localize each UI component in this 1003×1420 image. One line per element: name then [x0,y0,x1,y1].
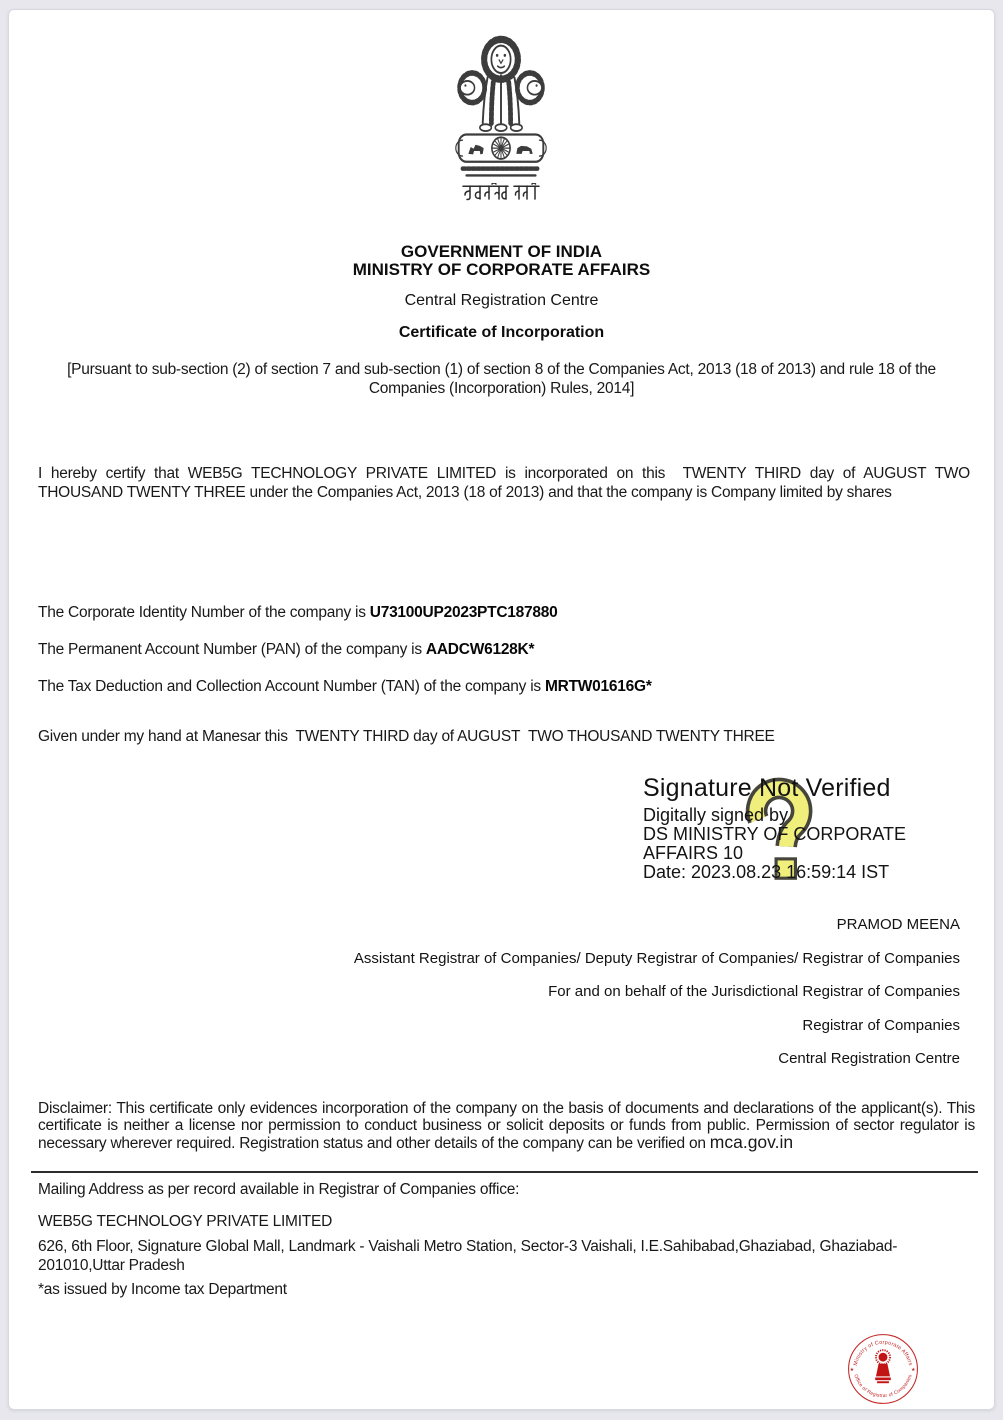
ministry-heading: MINISTRY OF CORPORATE AFFAIRS [352,260,651,279]
pan-value: AADCW6128K* [425,641,535,658]
digitally-signed-by-text: Digitally signed by [643,805,789,825]
disclaimer-body: Disclaimer: This certificate only evidences incorporation of the company on the basis of documents and declarations of the applicant(s). This certificate is neither a license nor permission to conduct business or solicit deposits or funds from public. Permission of sector regulator is necessary wherever required. Registration status and other details of the company can be verified on [38,1100,975,1153]
given-under-hand-line: Given under my hand at Manesar this TWENTY THIRD day of AUGUST TWO THOUSAND TWENTY THREE [38,728,775,745]
divider-line [31,1171,978,1173]
mailing-company-name: WEB5G TECHNOLOGY PRIVATE LIMITED [38,1213,333,1230]
mca-website-text: mca.gov.in [709,1132,794,1153]
tan-value: MRTW01616G* [544,678,652,695]
certification-statement: I hereby certify that WEB5G TECHNOLOGY PRIVATE LIMITED is incorporated on this TWENTY THIRD day of AUGUST TWO THOUSAND TWENTY THREE under the Companies Act, 2013 (18 of 2013) and that the company is Company limited by shares [38,465,970,501]
signer-name-line-2: AFFAIRS 10 [643,843,744,863]
central-registration-centre-heading: Central Registration Centre [404,292,599,309]
signature-not-verified-text: Signature Not Verified [643,774,891,802]
pan-label: The Permanent Account Number (PAN) of the company is [38,641,426,658]
national-emblem-icon [451,32,551,180]
tan-label: The Tax Deduction and Collection Account Number (TAN) of the company is [38,678,545,695]
certificate-page [8,9,995,1410]
cin-value: U73100UP2023PTC187880 [369,604,558,621]
svg-text:★: ★ [849,1368,855,1374]
certificate-title: Certificate of Incorporation [398,324,605,341]
pursuant-clause: [Pursuant to sub-section (2) of section 7 and sub-section (1) of section 8 of the Companies Act, 2013 (18 of 2013) and rule 18 of the Companies (Incorporation) Rules, 2014] [67,361,936,397]
stamp-arc-top-text: Ministry of Corporate Affairs [852,1339,914,1367]
registrar-block [260,908,960,1076]
registrar-centre: Central Registration Centre [778,1050,960,1067]
stamp-arc-bottom-text: Office of Registrar of Companies [852,1373,914,1400]
disclaimer-text [38,1100,975,1153]
pan-footnote: *as issued by Income tax Department [38,1281,287,1298]
cin-line [38,603,970,622]
tan-line [38,677,970,696]
registrar-designations: Assistant Registrar of Companies/ Deputy Registrar of Companies/ Registrar of Companies [353,949,960,967]
mailing-address-label: Mailing Address as per record available in Registrar of Companies office: [38,1181,520,1198]
signer-name-line-1: DS MINISTRY OF CORPORATE [643,824,907,844]
svg-text:★: ★ [911,1368,916,1374]
mailing-address: 626, 6th Floor, Signature Global Mall, Landmark - Vaishali Metro Station, Sector-3 Vaishali, I.E.Sahibabad,Ghaziabad, Ghaziabad-201010,Uttar Pradesh [38,1238,898,1274]
registrar-name: PRAMOD MEENA [836,916,960,933]
cin-label: The Corporate Identity Number of the company is [38,604,370,621]
government-of-india-heading: GOVERNMENT OF INDIA [400,242,603,261]
signature-details [643,806,973,882]
roc-stamp-icon [846,1332,920,1406]
satyameva-jayate-motto [462,183,542,203]
pan-line [38,640,970,659]
registrar-of-companies: Registrar of Companies [802,1016,960,1034]
registrar-on-behalf: For and on behalf of the Jurisdictional Registrar of Companies [548,983,960,1000]
stamp-emblem-silhouette [875,1350,891,1383]
signature-date: Date: 2023.08.23 16:59:14 IST [643,862,890,882]
